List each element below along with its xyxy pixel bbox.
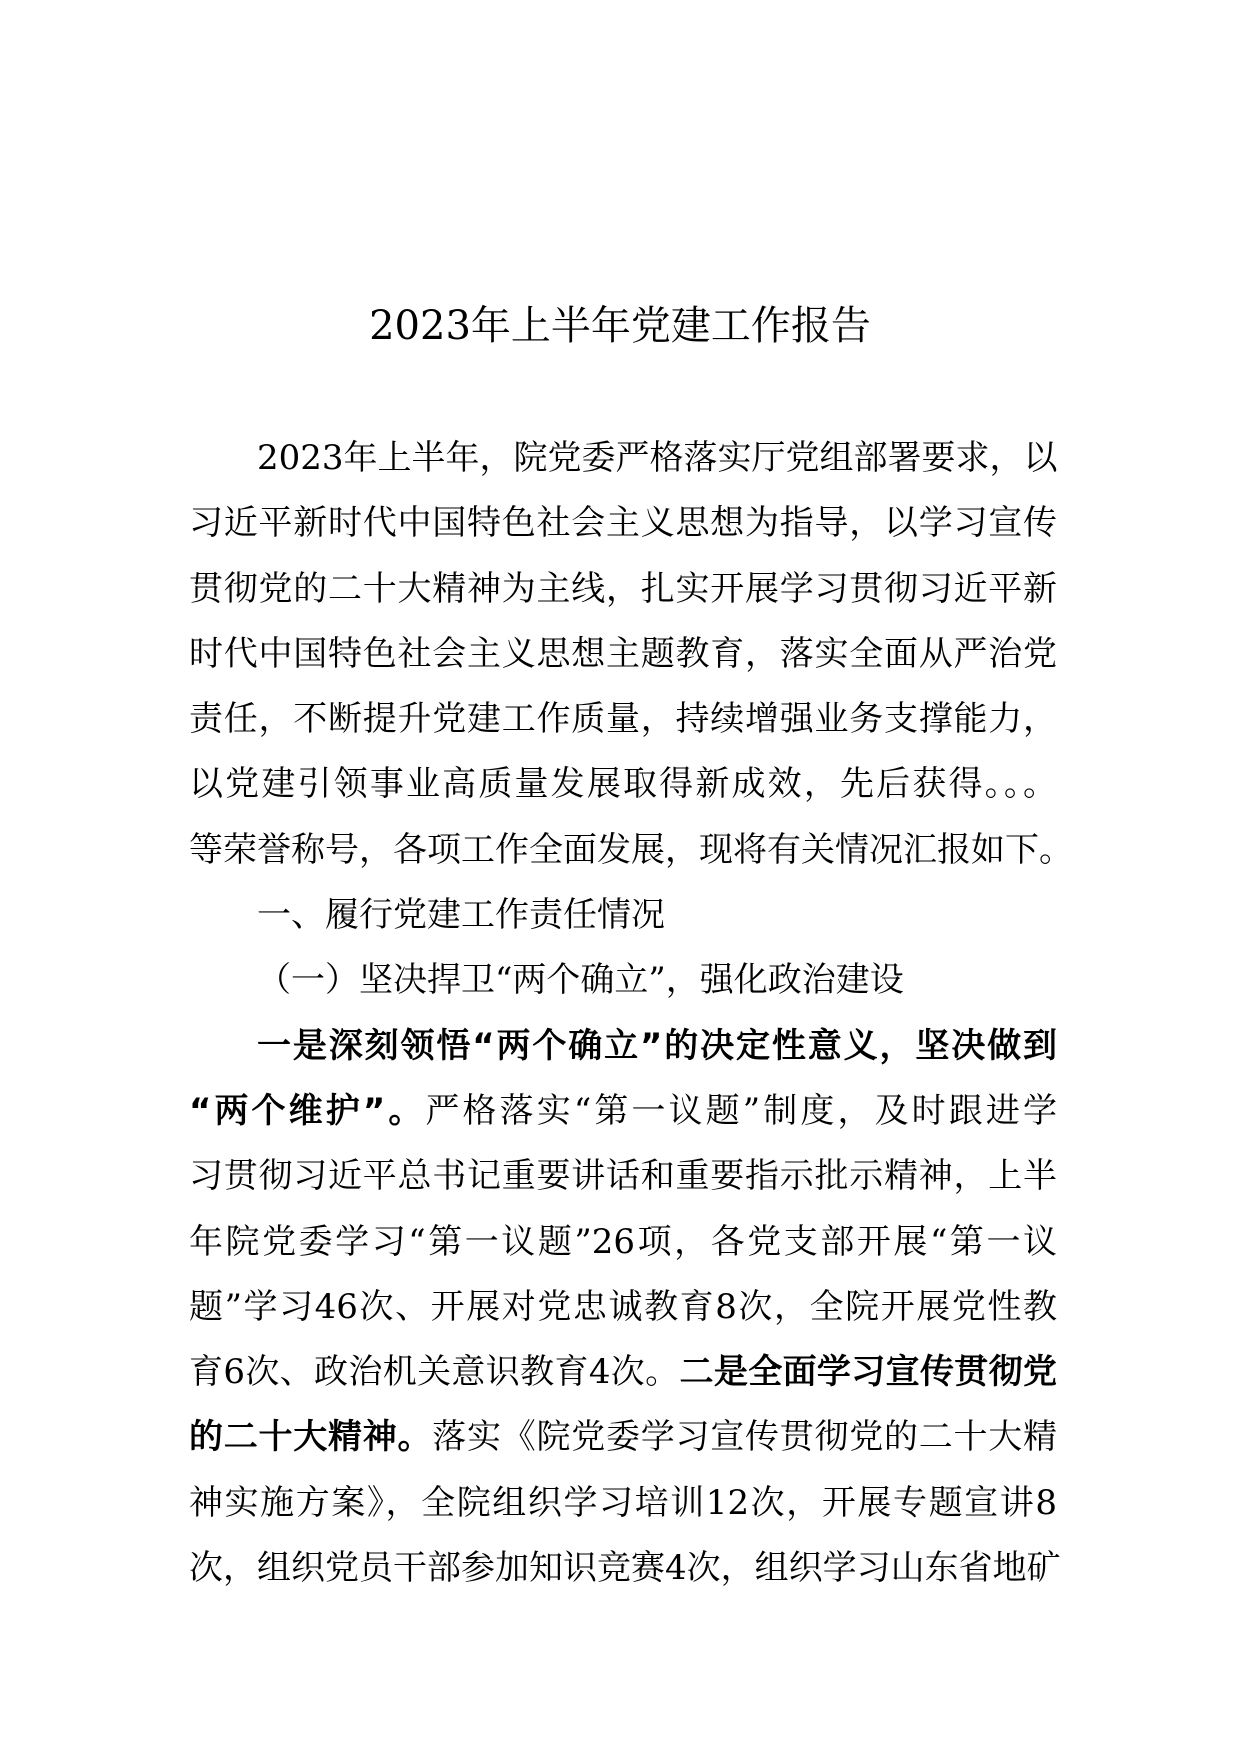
text-line	[189, 818, 1073, 883]
text-segment: 贯彻党的二十大精神为主线，扎实开展学习贯彻习近平新	[189, 568, 1057, 609]
text-segment: 育6次、政治机关意识教育4次。	[189, 1352, 680, 1393]
text-line	[189, 1014, 1057, 1079]
text-segment: 以党建引领事业高质量发展取得新成效，先后获得。。。	[189, 764, 1057, 805]
text-segment: 落实《院党委学习宣传贯彻党的二十大精	[432, 1417, 1057, 1458]
text-line	[189, 883, 1057, 948]
bold-text-segment: 的二十大精神。	[189, 1417, 433, 1458]
document-title: 2023年上半年党建工作报告	[369, 303, 871, 349]
bold-text-segment: 二是全面学习宣传贯彻党	[679, 1352, 1058, 1393]
text-line	[189, 948, 1057, 1013]
text-segment: 一、履行党建工作责任情况	[257, 895, 665, 936]
text-line	[189, 426, 1057, 491]
text-line	[189, 1405, 1057, 1470]
text-line	[189, 1536, 1061, 1601]
text-segment: 严格落实“第一议题”制度，及时跟进学	[425, 1090, 1057, 1131]
text-line	[189, 1471, 1057, 1536]
text-segment: 责任，不断提升党建工作质量，持续增强业务支撑能力，	[189, 699, 1057, 740]
text-segment: 习贯彻习近平总书记重要讲话和重要指示批示精神，上半	[189, 1156, 1057, 1197]
document-body	[189, 426, 1073, 1601]
text-segment: 年院党委学习“第一议题”26项，各党支部开展“第一议	[189, 1221, 1057, 1262]
text-line	[189, 687, 1057, 752]
text-segment: 次，组织党员干部参加知识竞赛4次，组织学习山东省地矿	[189, 1548, 1061, 1589]
bold-text-segment: “两个维护”。	[189, 1090, 426, 1131]
text-line	[189, 1275, 1057, 1340]
text-segment: 神实施方案》，全院组织学习培训12次，开展专题宣讲8	[189, 1482, 1057, 1523]
text-line	[189, 1340, 1057, 1405]
text-segment: 等荣誉称号，各项工作全面发展，现将有关情况汇报如下。	[189, 829, 1073, 870]
text-line	[189, 1210, 1057, 1275]
text-line	[189, 1079, 1057, 1144]
text-segment: 题”学习46次、开展对党忠诚教育8次，全院开展党性教	[189, 1286, 1057, 1327]
text-line	[189, 1144, 1057, 1209]
text-line	[189, 557, 1057, 622]
text-line	[189, 622, 1057, 687]
text-segment: 时代中国特色社会主义思想主题教育，落实全面从严治党	[189, 633, 1057, 674]
bold-text-segment: 一是深刻领悟“两个确立”的决定性意义，坚决做到	[257, 1025, 1057, 1066]
text-line	[189, 752, 1057, 817]
text-line	[189, 491, 1057, 556]
text-segment: 习近平新时代中国特色社会主义思想为指导，以学习宣传	[189, 503, 1057, 544]
text-segment: （一）坚决捍卫“两个确立”，强化政治建设	[257, 960, 904, 1001]
text-segment: 2023年上半年，院党委严格落实厅党组部署要求，以	[257, 438, 1058, 478]
